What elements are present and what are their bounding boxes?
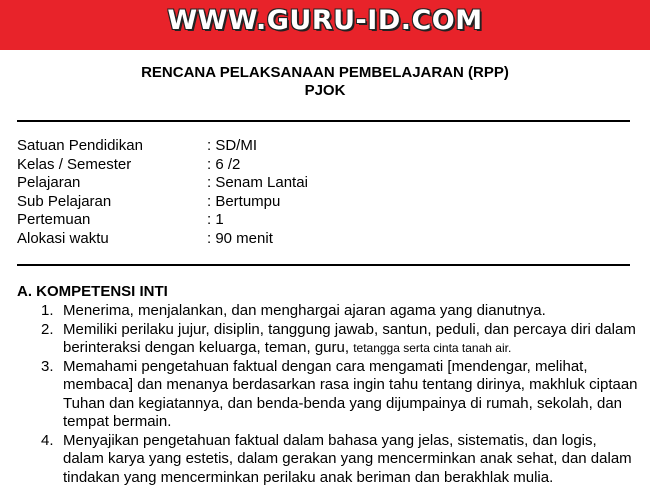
divider-bottom [17,264,630,266]
list-item [41,321,641,358]
info-value: : 6 /2 [207,155,241,173]
info-label: Satuan Pendidikan [17,137,143,154]
info-label: Kelas / Semester [17,155,132,173]
info-label: Pelajaran [17,174,81,192]
info-label: Pertemuan [17,211,91,229]
competency-list [41,302,641,487]
info-value: : Senam Lantai [207,174,308,192]
info-value: : 90 menit [207,229,273,247]
list-text-small: tetangga serta cinta tanah air. [353,341,512,355]
site-banner [0,0,650,50]
info-label: Alokasi waktu [17,229,109,247]
list-text: Memahami pengetahuan faktual dengan cara mengamati [mendengar, melihat, membaca] dan menanya berdasarkan rasa ingin tahu tentang dirinya, makhluk ciptaan Tuhan dan kegiatannya, dan benda-benda yang dijumpainya di rumah, sekolah, dan tempat bermain. [63,357,638,430]
list-number: 3. [41,357,54,375]
section-heading: A. KOMPETENSI INTI [17,283,168,300]
divider-top [17,120,630,122]
list-number: 2. [41,320,54,338]
info-value: : Bertumpu [207,192,281,210]
list-text: Menyajikan pengetahuan faktual dalam bahasa yang jelas, sistematis, dan logis, dalam karya yang estetis, dalam gerakan yang mencerminkan anak sehat, dan dalam tindakan yang mencerminkan perilaku anak beriman dan berakhlak mulia. [63,431,632,486]
document-subtitle: PJOK [304,82,346,99]
site-url-text: WWW.GURU-ID.COM [167,5,483,36]
list-number: 4. [41,431,54,449]
list-number: 1. [41,302,54,319]
info-value: : SD/MI [207,137,258,154]
list-item [41,302,641,321]
info-value: : 1 [207,211,224,229]
list-text: Memiliki perilaku jujur, disiplin, tanggung jawab, santun, peduli, dan percaya diri dalam berinteraksi dengan keluarga, teman, guru, [63,320,636,356]
list-item [41,432,641,488]
list-text: Menerima, menjalankan, dan menghargai ajaran agama yang dianutnya. [63,302,546,319]
document-title: RENCANA PELAKSANAAN PEMBELAJARAN (RPP) [141,64,509,81]
list-item [41,358,641,432]
info-label: Sub Pelajaran [17,192,112,210]
